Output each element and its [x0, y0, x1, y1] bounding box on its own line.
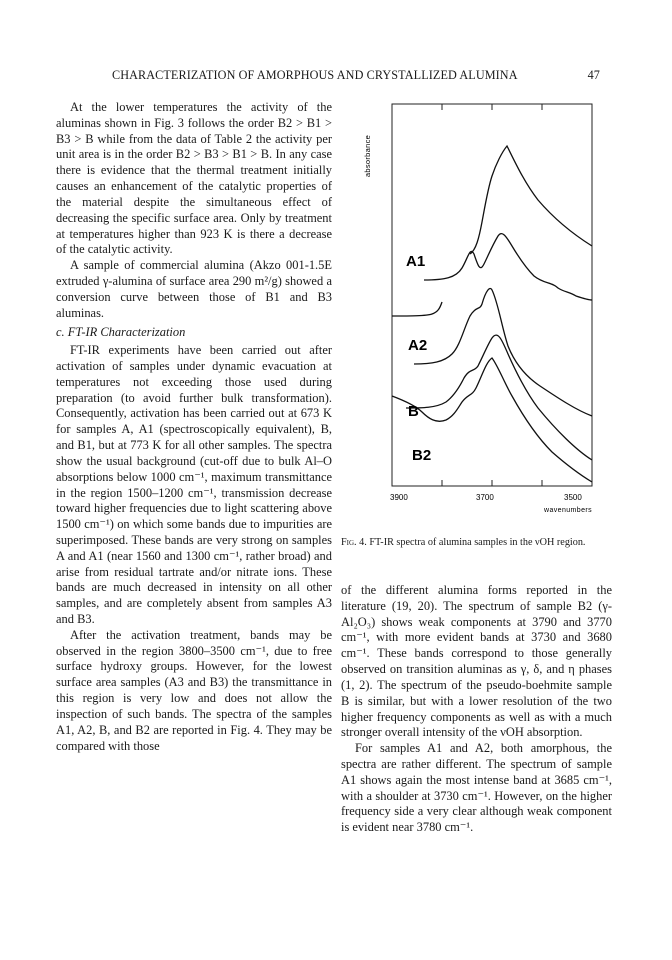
curve-label-a1: A1 — [406, 253, 426, 270]
running-header — [112, 68, 600, 86]
spectrum-a1 — [470, 146, 592, 254]
x-axis-label: wavenumbers — [544, 507, 592, 514]
plot-frame — [392, 104, 592, 486]
curve-label-a2: A2 — [408, 337, 428, 354]
y-axis-label: absorbance — [363, 134, 372, 178]
x-tick-label: 3700 — [476, 493, 494, 502]
paragraph: At the lower temperatures the activity of the aluminas shown in Fig. 3 follows the order B2 > B1 > B3 > B while from the data of Table 2 the activity per unit area is in the order B2 > B3 > B1 > B. In any case there is evidence that the thermal treatment initially causes an enhancement of the catalytic properties of the material despite the simultaneous effect of decreasing the specific surface area. Only by treatment at temperatures higher than 923 K is there a decrease of the catalytic activity. — [56, 100, 332, 257]
running-title: CHARACTERIZATION OF AMORPHOUS AND CRYSTALLIZED ALUMINA — [112, 68, 518, 82]
paragraph: A sample of commercial alumina (Akzo 001-1.5E extruded γ-alumina of surface area 290 m²/g) showed a conversion curve between those of B1 and B3 aluminas. — [56, 258, 332, 320]
ftir-spectra-plot — [352, 96, 612, 526]
paragraph: For samples A1 and A2, both amorphous, the spectra are rather different. The spectrum of sample A1 shows again the most intense band at 3685 cm⁻¹, with a shoulder at 3730 cm⁻¹. However, on the higher frequency side a very clear although weak component is evident near 3780 cm⁻¹. — [341, 741, 612, 835]
spectrum-a2 — [424, 234, 592, 300]
paragraph: of the different alumina forms reported in the literature (19, 20). The spectrum of sample B2 (γ-Al₂O₃) shows weak components at 3790 and 3770 cm⁻¹, with more evident bands at 3730 and 3680 cm⁻¹. These bands correspond to those generally observed on transition aluminas as γ, δ, and η phases (1, 2). The spectrum of the pseudo-boehmite sample B is similar, but with a lower resolution of the two higher frequency components as well as with a much stronger overall intensity of the νOH absorption. — [341, 583, 612, 740]
x-tick-label: 3900 — [390, 493, 408, 502]
paragraph: After the activation treatment, bands may be observed in the region 3800–3500 cm⁻¹, due to free surface hydroxy groups. However, for the lowest surface area samples (A3 and B3) the transmittance in this region is very low and does not allow the inspection of such bands. The spectra of the samples A1, A2, B, and B2 are reported in Fig. 4. They may be compared with those — [56, 627, 332, 753]
curve-label-b: B — [408, 403, 419, 420]
curve-label-b2: B2 — [412, 447, 432, 464]
spectrum-b-left — [392, 302, 442, 316]
paragraph: FT-IR experiments have been carried out after activation of samples under dynamic evacuation at temperatures not exceeding those used during preparation (to avoid further bulk transformation). Consequently, activation has been carried out at 673 K for samples A, A1 (spectroscopically equivalent), B, and B1, but at 773 K for all other samples. The spectra show the usual background (cut-off due to bulk Al–O absorptions below 1000 cm⁻¹, maximum transmittance in the region 1500–1200 cm⁻¹, transmission decrease toward higher frequencies due to light scattering above 1500 cm⁻¹) on which some bands due to impurities are superimposed. These bands are very strong on samples A and A1 (near 1560 and 1300 cm⁻¹, rather broad) and arise from residual tartrate and/or nitrate ions. These bands are much decreased in intensity on all other samples, and are completely absent from samples A3 and B3. — [56, 343, 332, 626]
spectrum-a2-peak — [414, 289, 592, 416]
right-column — [341, 583, 612, 836]
figure-4 — [352, 96, 612, 526]
figure-caption — [341, 536, 612, 549]
left-column — [56, 100, 332, 754]
section-heading: c. FT-IR Characterization — [56, 325, 186, 340]
caption-text: FT-IR spectra of alumina samples in the νOH region. — [369, 537, 586, 548]
page-number: 47 — [587, 68, 600, 82]
x-tick-label: 3500 — [564, 493, 582, 502]
caption-label: Fig. 4. — [341, 537, 367, 548]
spectrum-b — [406, 335, 592, 460]
